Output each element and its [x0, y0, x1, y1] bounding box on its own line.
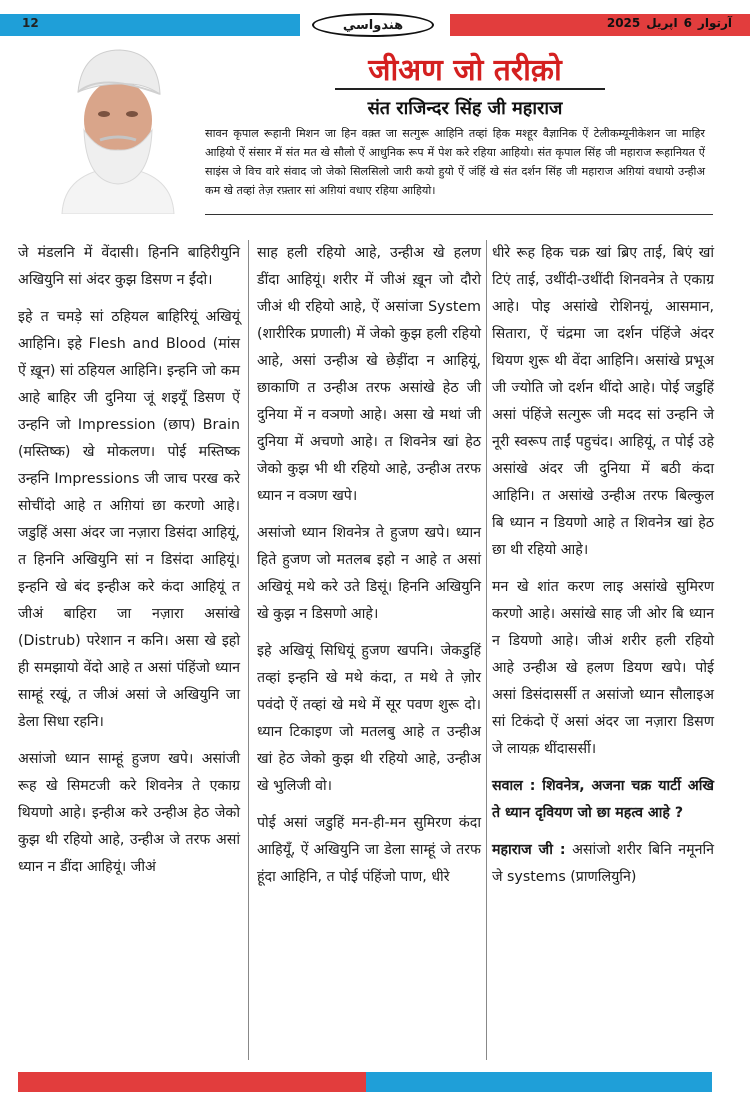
masthead-text: هندواسي — [342, 17, 404, 33]
column-3 — [492, 240, 714, 901]
question: सवाल : शिवनेत्र, अजना चक्र यार्टी अखि ते ध्यान दृवियण जो छा महत्व आहे ? — [492, 778, 714, 821]
paragraph: मन खे शांत करण लाइ असांखे सुमिरण करणो आहे। असांखे साह जी ओर बि ध्यान न डियणो आहे। जीअं शरीर हली रहियो आहे उन्हीअ खे हलण डियण खपे। पोई असां डिसंदासर्सी त असांजो ध्यान सौलाइअ सां टिकंदो ऐं असां अंदर जा नज़ारा डिसण जे लायक़ थींदासर्सी। — [492, 579, 714, 757]
paragraph: साह हली रहियो आहे, उन्हीअ खे हलण डींदा आहियूं। शरीर में जीअं ख़ून जो दौरो जीअं थी रहियो आहे, ऐं असांजा System (शारीरिक प्रणाली) में जेको कुझ हली रहियो आहे, असां उन्हीअ खे छेड़ींदा न आहियूं, छाकाणि त उन्हीअ तरफ असांखे हेठ जी दुनिया में न वञणो आहे। असा खे मथां जी दुनिया में अचणो आहे। त शिवनेत्र खां हेठ जेको कुझ भी थी रहियो आहे, उन्हीअ तरफ ध्यान न वञण खपे। — [257, 245, 481, 504]
date-year: 2025 — [606, 16, 641, 30]
paragraph: इहे अखियूं सिधियूं हुजण खपनि। जेकडुहिं तव्हां इन्हनि खे मथे कंदा, त मथे ते ज़ोर पवंदो ऐं तव्हां खे मथे में सूर पवण शुरू दो। ध्यान टिकाइण जो मतलबु आहे त उन्हीअ खां हेठ जेको कुझ थी रहियो आहे, उन्हीअ खे भुलिजी वो। — [257, 643, 481, 794]
paragraph: पोई असां जडुहिं मन-ही-मन सुमिरण कंदा आहियूँ, ऐं अखियुनि जा डेला साम्हूं जे तरफ हूंदा आहिनि, त पोई पंहिंजो पाण, धीरे — [257, 815, 481, 885]
date-num: 6 — [683, 16, 692, 30]
paragraph: जे मंडलनि में वेंदासी। हिननि बाहिरीयुनि अखियुनि सां अंदर कुझ डिसण न ईंदो। — [18, 245, 240, 288]
answer — [492, 837, 714, 891]
page-number: 12 — [22, 16, 39, 30]
intro-divider — [205, 214, 713, 215]
bottom-bar-red — [18, 1072, 366, 1092]
masthead-logo — [312, 13, 434, 37]
column-divider — [248, 240, 249, 1060]
column-divider — [486, 240, 487, 1060]
answer-label: महाराज जी : — [492, 842, 566, 858]
dateline — [607, 16, 732, 30]
column-1 — [18, 240, 240, 891]
date-month: اپريل — [646, 16, 678, 30]
title-underline — [335, 88, 605, 90]
top-bar-blue — [0, 14, 300, 36]
author-portrait — [42, 42, 194, 214]
bottom-bar-blue — [366, 1072, 712, 1092]
paragraph: असांजो ध्यान शिवनेत्र ते हुजण खपे। ध्यान हिते हुजण जो मतलब इहो न आहे त असां अखियूं मथे करे उते डिसूं। हिननि अखियुनि खे कुझ न डिसणो आहे। — [257, 525, 481, 622]
paragraph: असांजो ध्यान साम्हूं हुजण खपे। असांजी रूह खे सिमटजी करे शिवनेत्र ते एकाग्र थियणो आहे। इन्हीअ करे उन्हीअ हेठ जेको कुझ थी रहियो आहे, उन्हीअ जे तरफ असां ध्यान न डींदा आहियूं। जीअं — [18, 751, 240, 875]
paragraph: धीरे रूह हिक चक्र खां ब्रिए ताई, बिएं खां टिएं ताई, उथींदी-उथींदी शिनवनेत्र ते एकाग्र आहे। पोइ असांखे रोशिनयूं, आसमान, सितारा, ऐं चंद्रमा जा दर्शन पंहिंजे अंदर थियण शुरू थी वेंदा आहिनि। असांखे प्रभूअ जी ज्योति जो दर्शन थींदो आहे। पोई जडुहिं असां पंहिंजे सत्गुरू जी मदद सां उन्हनि जे नूरी स्वरूप ताईं पहुचंद। आहियूं, त पोई उहे असांखे अंदर जी दुनिया में बठी कंदा आहिनि। त असांखे उन्हीअ तरफ बिल्कुल बि ध्यान न डियणो आहे त शिवनेत्र खां हेठ छा थी रहियो आहे। — [492, 245, 714, 558]
column-2 — [257, 240, 481, 901]
answer-text: असांजो शरीर बिनि नमूननि जे systems (प्राणलियुनि) — [492, 842, 715, 885]
date-day: آرتوار — [697, 16, 732, 30]
paragraph: इहे त चमड़े सां ठहियल बाहिरियूं अखियूं आहिनि। इहे Flesh and Blood (मांस ऐं ख़ून) सां ठहियल आहिनि। इन्हनि जो कम आहे बाहिर जी दुनिया जूं शइयूँ डिसण ऐं उन्हनि जो Impression (छाप) Brain (मस्तिष्क) खे मोकलण। पोई मस्तिष्क उन्हनि Impressions जी जाच परख करे सोचींदो आहे त अग़ियां छा करणो आहे। जडुहिं असा अंदर जा नज़ारा डिसंदा आहियूं, त हिननि अखियुनि सां न डिसंदा आहियूं। इन्हनि खे बंद इन्हीअ करे कंदा आहियूं त जीअं बाहिरा जा नज़ारा असांखे (Distrub) परेशान न कनि। असा खे इहो ही समझायो वेंदो आहे त असां पंहिंजो ध्यान साम्हूं रखूं, त जीअं असां जे अखियुनि जा डेला सिधा रहनि। — [18, 309, 240, 730]
article-author: संत राजिन्दर सिंह जी महाराज — [367, 98, 563, 119]
bottom-color-bar — [18, 1072, 712, 1092]
article-intro: सावन कृपाल रूहानी मिशन जा हिन वक़्त जा सत्गुरू आहिनि तव्हां हिक मश्हूर वैज्ञानिक ऐं टेलीकम्यूनीकेशन जा माहिर आहियो ऐं संसार में संत मत खे सौलो ऐं आधुनिक रूप में पेश करे रहिया आहियो। संत कृपाल सिंह जी महाराज रूहानियत ऐं साइंस जे विच वारे संवाद जो जेको सिलसिलो जारी कयो हुयो ऐं जंहिं खे संत दर्शन सिंह जी महाराज अग़ियां वधायो उन्हीअ कम खे तव्हां तेज़ रफ़्तार सां अग़ियां वधाए रहिया आहियो। — [205, 127, 705, 197]
article-title: जीअण जो तरीक़ो — [368, 53, 562, 88]
